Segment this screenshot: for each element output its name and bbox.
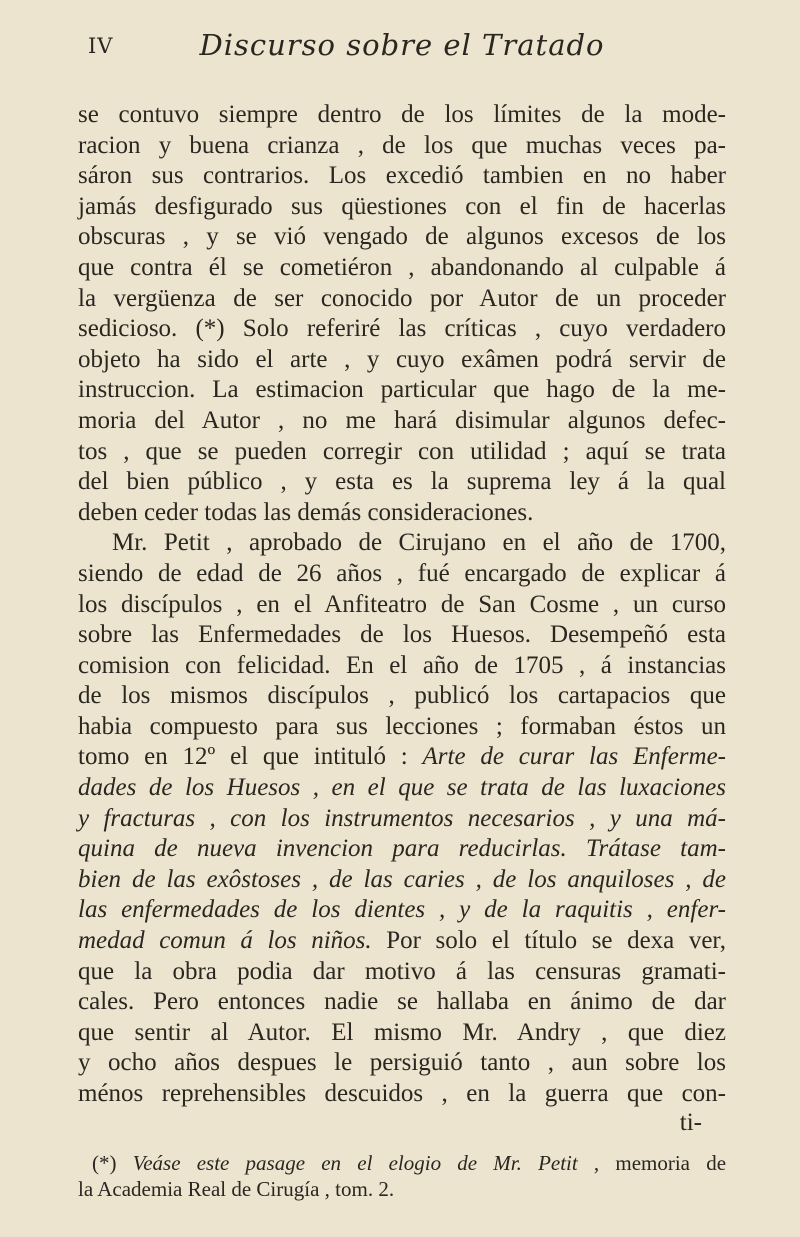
footnote-line bbox=[78, 1150, 726, 1176]
footnote-line: la Academia Real de Cirugía , tom. 2. bbox=[78, 1176, 395, 1201]
footnote-mark: (*) bbox=[92, 1150, 117, 1175]
text-line-italic: bien de las exôstoses , de las caries , de los anquiloses , de bbox=[78, 865, 726, 893]
running-title: Discurso sobre el Tratado bbox=[199, 28, 605, 62]
text-line: tos , que se pueden corregir con utilidad ; aquí se trata bbox=[78, 437, 726, 465]
text-line-italic: dades de los Huesos , en el que se trata de las luxaciones bbox=[78, 774, 726, 802]
footnote-italic: Veáse este pasage en el elogio de Mr. Petit bbox=[132, 1150, 578, 1175]
text-line: ménos reprehensibles descuidos , en la guerra que con- bbox=[78, 1080, 726, 1107]
text-segment: tomo en 12º el que intituló : bbox=[78, 743, 408, 771]
text-line: sobre las Enfermedades de los Huesos. Desempeñó esta bbox=[78, 621, 726, 649]
page-number: IV bbox=[88, 34, 114, 58]
catchword: ti- bbox=[679, 1108, 702, 1136]
footnote bbox=[78, 1150, 726, 1202]
text-line: se contuvo siempre dentro de los límites de la mode- bbox=[78, 101, 726, 128]
text-line: Mr. Petit , aprobado de Cirujano en el año de 1700, bbox=[112, 529, 726, 557]
text-line: jamás desfigurado sus qüestiones con el fin de hacerlas bbox=[78, 192, 726, 220]
page-header bbox=[78, 22, 726, 82]
text-line: obscuras , y se vió vengado de algunos excesos de los bbox=[78, 223, 726, 251]
text-line: habia compuesto para sus lecciones ; formaban éstos un bbox=[78, 712, 726, 740]
text-line: objeto ha sido el arte , y cuyo exâmen podrá servir de bbox=[78, 345, 726, 373]
text-line: sedicioso. (*) Solo referiré las críticas , cuyo verdadero bbox=[78, 315, 726, 343]
text-line: sáron sus contrarios. Los excedió tambien en no haber bbox=[78, 162, 726, 190]
footnote-rest: , memoria de bbox=[593, 1150, 727, 1175]
text-line-italic: las enfermedades de los dientes , y de la raquitis , enfer- bbox=[78, 896, 726, 924]
book-title-italic: medad comun á los niños. bbox=[78, 927, 372, 955]
text-line: la vergüenza de ser conocido por Autor de un proceder bbox=[78, 284, 726, 312]
book-title-italic: Arte de curar las Enferme- bbox=[422, 743, 726, 771]
text-line: de los mismos discípulos , publicó los cartapacios que bbox=[78, 682, 726, 710]
main-text bbox=[78, 100, 726, 1110]
text-line: siendo de edad de 26 años , fué encargado de explicar á bbox=[78, 559, 726, 587]
text-line: cales. Pero entonces nadie se hallaba en ánimo de dar bbox=[78, 988, 726, 1016]
text-line: que contra él se cometiéron , abandonando al culpable á bbox=[78, 253, 726, 281]
text-line: moria del Autor , no me hará disimular algunos defec- bbox=[78, 406, 726, 434]
text-line: y ocho años despues le persiguió tanto , aun sobre los bbox=[78, 1049, 726, 1077]
text-line: los discípulos , en el Anfiteatro de San Cosme , un curso bbox=[78, 590, 726, 618]
text-line-italic: y fracturas , con los instrumentos necesarios , y una má- bbox=[78, 804, 726, 832]
text-line: comision con felicidad. En el año de 1705 , á instancias bbox=[78, 651, 726, 679]
text-line-italic: quina de nueva invencion para reducirlas. Trátase tam- bbox=[78, 835, 726, 863]
text-line: instruccion. La estimacion particular que hago de la me- bbox=[78, 376, 726, 404]
text-line-mixed bbox=[78, 926, 726, 957]
text-line-mixed bbox=[78, 742, 726, 773]
text-segment: Por solo el título se dexa ver, bbox=[386, 927, 727, 955]
text-line: del bien público , y esta es la suprema ley á la qual bbox=[78, 468, 726, 496]
text-line: racion y buena crianza , de los que muchas veces pa- bbox=[78, 131, 726, 159]
text-line: que sentir al Autor. El mismo Mr. Andry , que diez bbox=[78, 1018, 726, 1046]
text-line: deben ceder todas las demás consideraciones. bbox=[78, 498, 534, 526]
text-line: que la obra podia dar motivo á las censuras gramati- bbox=[78, 957, 726, 985]
